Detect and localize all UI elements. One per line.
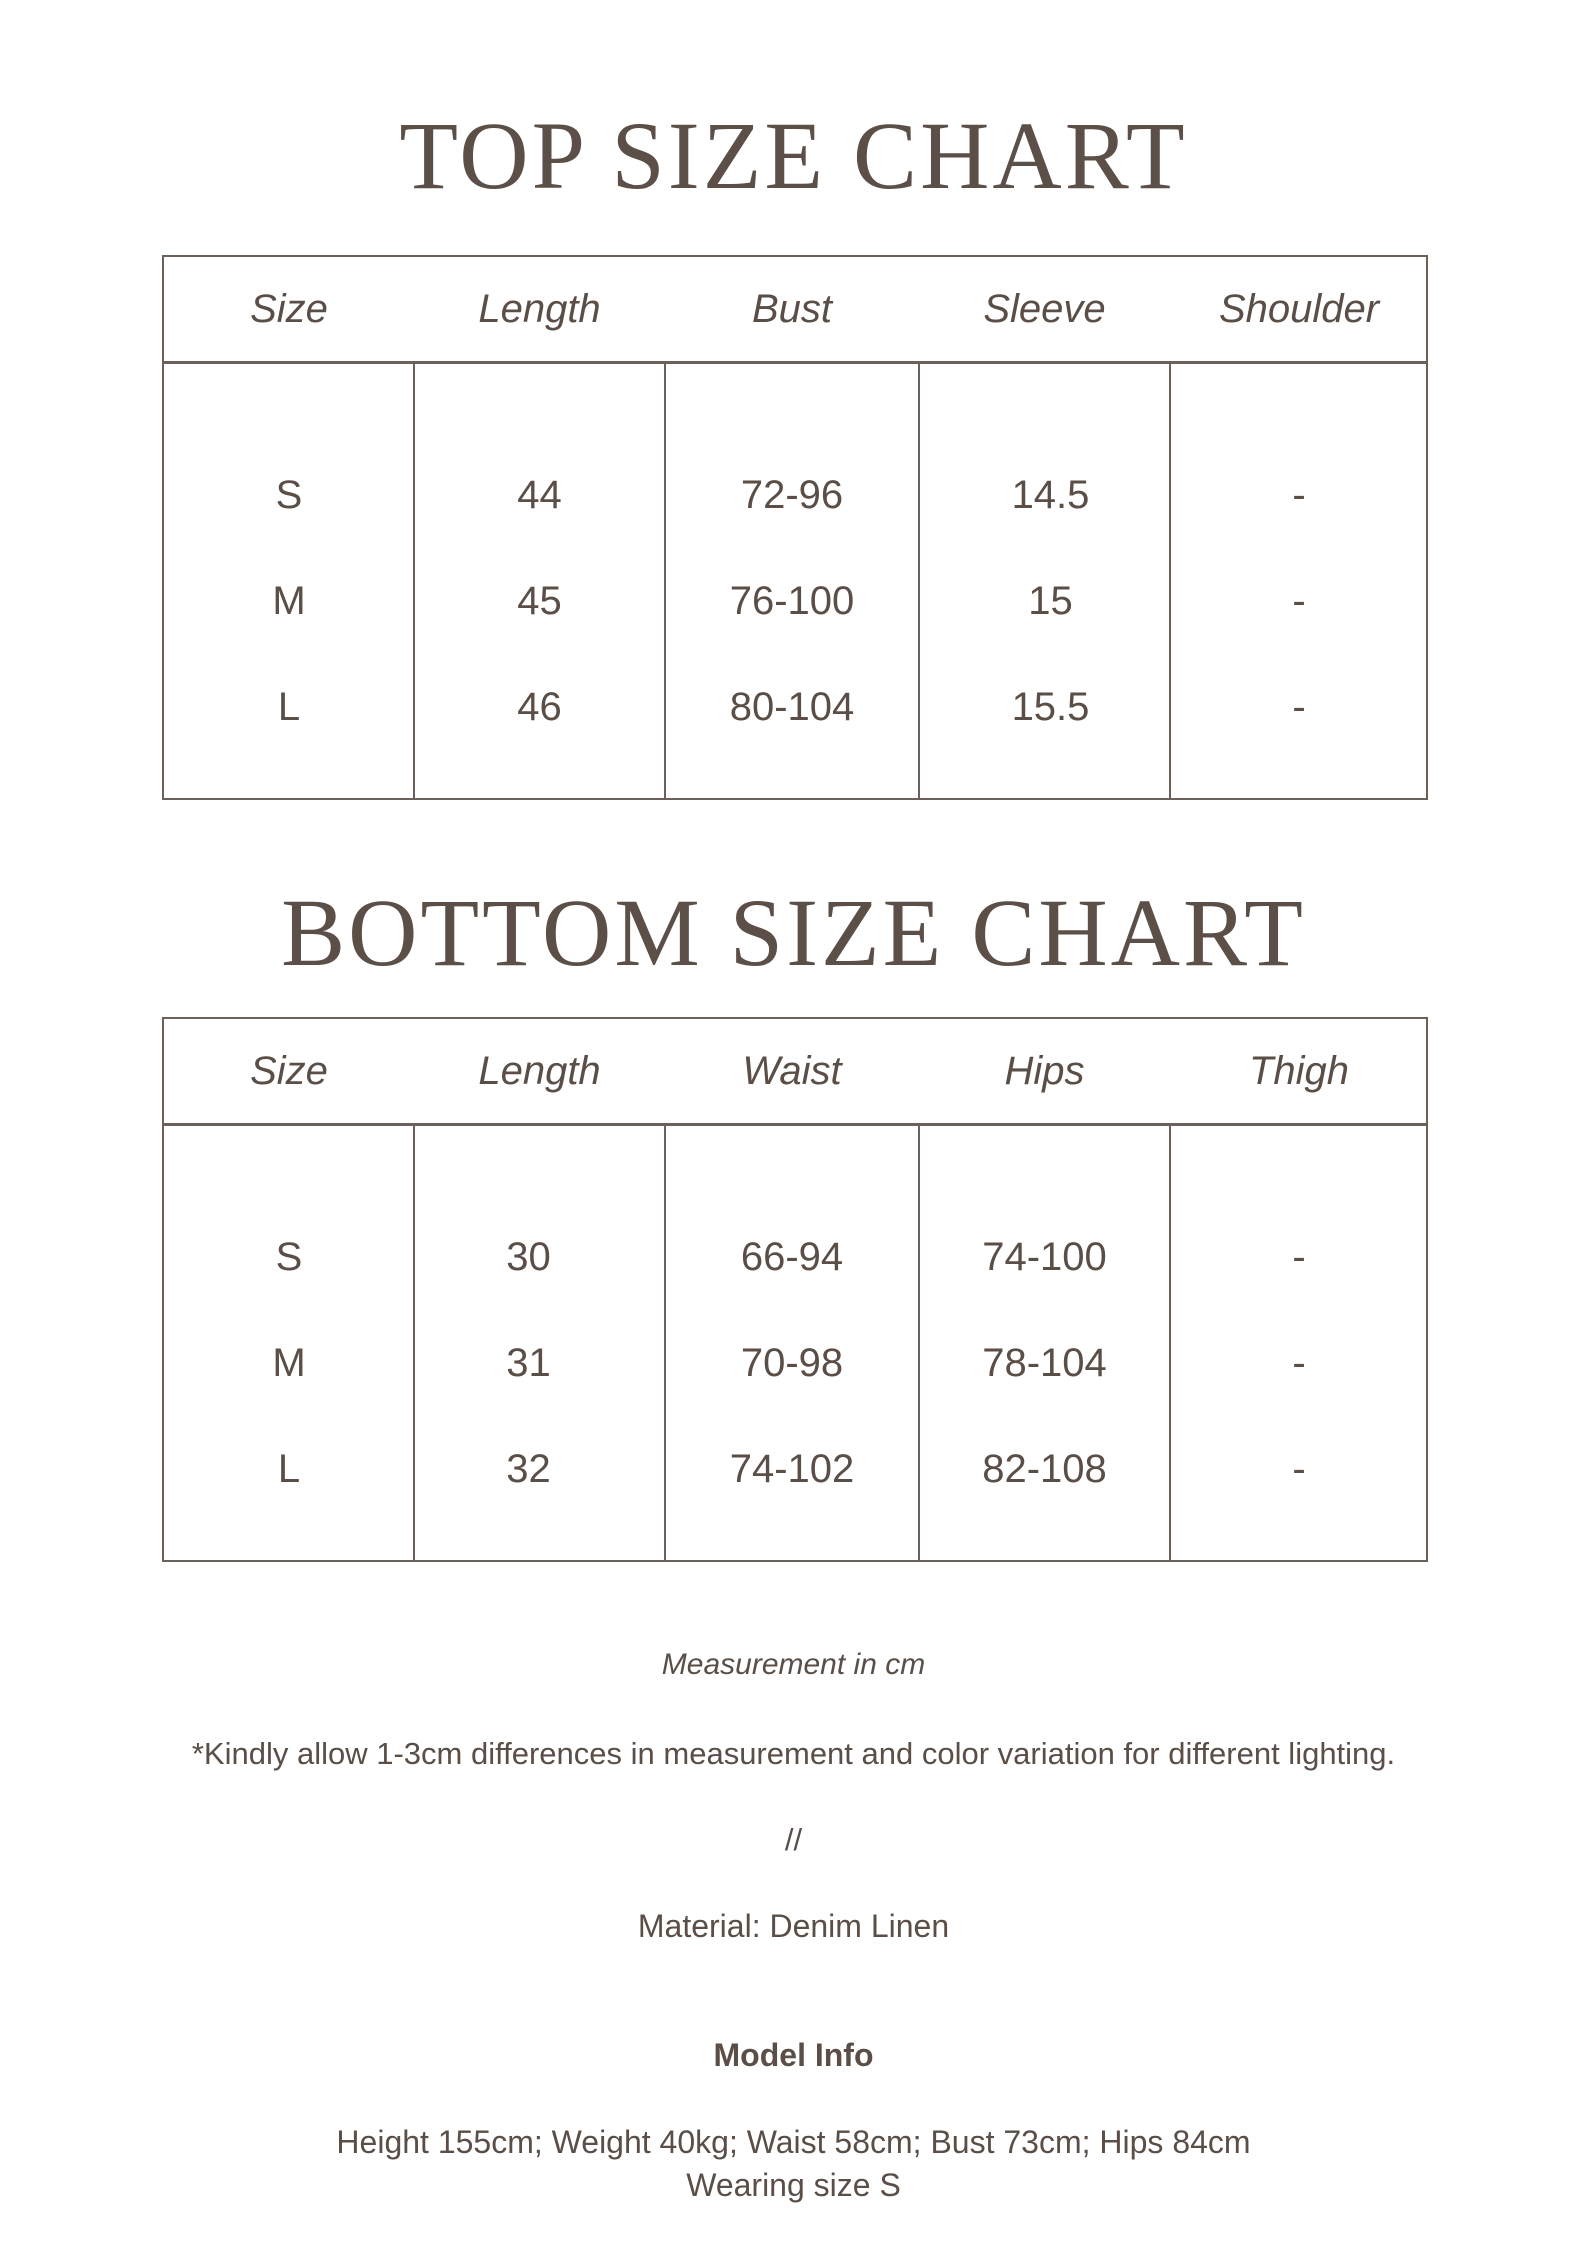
cell-size: L xyxy=(277,1447,301,1491)
bottom-size-chart-title: BOTTOM SIZE CHART xyxy=(281,879,1306,986)
header-hips: Hips xyxy=(1004,1049,1085,1093)
cell-waist: 70-98 xyxy=(740,1341,844,1385)
cell-hips: 82-108 xyxy=(982,1447,1107,1491)
cell-waist: 66-94 xyxy=(740,1235,844,1279)
cell-size: L xyxy=(277,685,301,729)
cell-size: S xyxy=(275,473,303,517)
cell-shoulder: - xyxy=(1292,473,1306,517)
header-shoulder: Shoulder xyxy=(1218,287,1380,331)
cell-bust: 80-104 xyxy=(729,685,855,729)
top-size-table xyxy=(162,255,1428,800)
cell-thigh: - xyxy=(1292,1235,1306,1279)
header-sleeve: Sleeve xyxy=(983,287,1106,331)
cell-shoulder: - xyxy=(1292,685,1306,729)
cell-bust: 72-96 xyxy=(740,473,844,517)
cell-sleeve: 14.5 xyxy=(1011,473,1090,517)
cell-bust: 76-100 xyxy=(729,579,855,623)
header-size: Size xyxy=(250,1049,328,1093)
header-bust: Bust xyxy=(751,287,833,331)
cell-length: 45 xyxy=(517,579,562,623)
cell-hips: 74-100 xyxy=(982,1235,1107,1279)
model-wearing-size: Wearing size S xyxy=(686,2167,901,2203)
cell-thigh: - xyxy=(1292,1447,1306,1491)
cell-sleeve: 15 xyxy=(1028,579,1073,623)
table-header-row xyxy=(164,257,1426,364)
cell-size: M xyxy=(272,579,306,623)
measurement-unit-note: Measurement in cm xyxy=(661,1648,926,1681)
cell-size: S xyxy=(275,1235,303,1279)
header-length: Length xyxy=(478,287,601,331)
cell-length: 30 xyxy=(506,1235,551,1279)
cell-sleeve: 15.5 xyxy=(1011,685,1090,729)
header-thigh: Thigh xyxy=(1248,1049,1350,1093)
bottom-size-table xyxy=(162,1017,1428,1562)
measurement-disclaimer: *Kindly allow 1-3cm differences in measurement and color variation for different lighting. xyxy=(191,1736,1396,1771)
cell-length: 32 xyxy=(506,1447,551,1491)
cell-shoulder: - xyxy=(1292,579,1306,623)
top-size-chart-title: TOP SIZE CHART xyxy=(399,102,1188,209)
material-info: Material: Denim Linen xyxy=(637,1908,950,1944)
cell-size: M xyxy=(272,1341,306,1385)
cell-length: 44 xyxy=(517,473,562,517)
model-info-heading: Model Info xyxy=(713,2037,874,2073)
section-divider: // xyxy=(784,1822,803,1857)
model-measurements: Height 155cm; Weight 40kg; Waist 58cm; Bust 73cm; Hips 84cm xyxy=(336,2124,1251,2160)
header-size: Size xyxy=(250,287,328,331)
cell-thigh: - xyxy=(1292,1341,1306,1385)
header-waist: Waist xyxy=(742,1049,842,1093)
header-length: Length xyxy=(478,1049,601,1093)
cell-waist: 74-102 xyxy=(729,1447,855,1491)
cell-length: 46 xyxy=(517,685,562,729)
cell-length: 31 xyxy=(506,1341,551,1385)
table-header-row xyxy=(164,1019,1426,1126)
cell-hips: 78-104 xyxy=(982,1341,1107,1385)
